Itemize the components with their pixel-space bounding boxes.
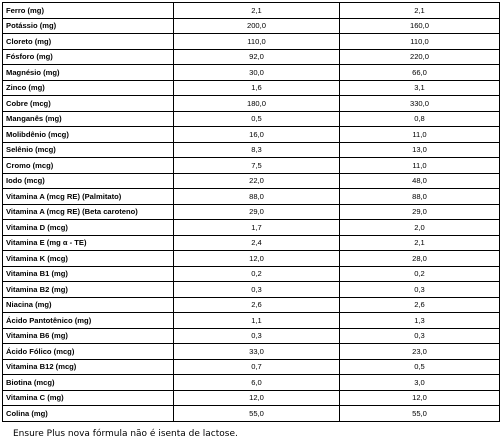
- value-cell-col2: 29,0: [340, 204, 500, 220]
- value-cell-col1: 0,3: [174, 328, 340, 344]
- nutrient-name-cell: Vitamina A (mcg RE) (Beta caroteno): [3, 204, 174, 220]
- value-cell-col2: 2,1: [340, 3, 500, 19]
- nutrient-name-cell: Magnésio (mg): [3, 65, 174, 81]
- value-cell-col1: 2,6: [174, 297, 340, 313]
- value-cell-col1: 6,0: [174, 375, 340, 391]
- value-cell-col2: 88,0: [340, 189, 500, 205]
- nutrient-name-cell: Vitamina B2 (mg): [3, 282, 174, 298]
- nutrient-name-cell: Cloreto (mg): [3, 34, 174, 50]
- table-row: [3, 406, 500, 422]
- value-cell-col1: 88,0: [174, 189, 340, 205]
- value-cell-col2: 48,0: [340, 173, 500, 189]
- nutrient-name-cell: Cobre (mcg): [3, 96, 174, 112]
- nutrient-name-cell: Vitamina B1 (mg): [3, 266, 174, 282]
- table-row: [3, 282, 500, 298]
- value-cell-col2: 11,0: [340, 127, 500, 143]
- table-row: [3, 49, 500, 65]
- nutrient-name-cell: Zinco (mg): [3, 80, 174, 96]
- nutrient-name-cell: Cromo (mcg): [3, 158, 174, 174]
- table-row: [3, 96, 500, 112]
- value-cell-col1: 110,0: [174, 34, 340, 50]
- value-cell-col2: 1,3: [340, 313, 500, 329]
- table-row: [3, 142, 500, 158]
- nutrient-name-cell: Iodo (mcg): [3, 173, 174, 189]
- value-cell-col1: 0,5: [174, 111, 340, 127]
- table-row: [3, 220, 500, 236]
- value-cell-col2: 0,5: [340, 359, 500, 375]
- nutrient-name-cell: Colina (mg): [3, 406, 174, 422]
- nutrient-name-cell: Ácido Pantotênico (mg): [3, 313, 174, 329]
- value-cell-col2: 23,0: [340, 344, 500, 360]
- value-cell-col2: 12,0: [340, 390, 500, 406]
- nutrition-table: [2, 2, 500, 422]
- value-cell-col2: 330,0: [340, 96, 500, 112]
- value-cell-col1: 1,1: [174, 313, 340, 329]
- nutrient-name-cell: Fósforo (mg): [3, 49, 174, 65]
- value-cell-col2: 11,0: [340, 158, 500, 174]
- value-cell-col2: 0,3: [340, 328, 500, 344]
- value-cell-col1: 2,4: [174, 235, 340, 251]
- table-row: [3, 127, 500, 143]
- value-cell-col2: 3,0: [340, 375, 500, 391]
- value-cell-col2: 66,0: [340, 65, 500, 81]
- nutrient-name-cell: Vitamina E (mg α - TE): [3, 235, 174, 251]
- value-cell-col1: 30,0: [174, 65, 340, 81]
- table-row: [3, 158, 500, 174]
- nutrient-name-cell: Manganês (mg): [3, 111, 174, 127]
- value-cell-col1: 0,3: [174, 282, 340, 298]
- value-cell-col1: 16,0: [174, 127, 340, 143]
- value-cell-col2: 0,3: [340, 282, 500, 298]
- value-cell-col2: 110,0: [340, 34, 500, 50]
- value-cell-col1: 180,0: [174, 96, 340, 112]
- nutrient-name-cell: Ferro (mg): [3, 3, 174, 19]
- nutrient-name-cell: Vitamina A (mcg RE) (Palmitato): [3, 189, 174, 205]
- value-cell-col1: 55,0: [174, 406, 340, 422]
- value-cell-col2: 160,0: [340, 18, 500, 34]
- table-row: [3, 235, 500, 251]
- nutrient-name-cell: Niacina (mg): [3, 297, 174, 313]
- table-row: [3, 34, 500, 50]
- table-row: [3, 328, 500, 344]
- value-cell-col1: 12,0: [174, 390, 340, 406]
- nutrient-name-cell: Vitamina B6 (mg): [3, 328, 174, 344]
- table-row: [3, 297, 500, 313]
- value-cell-col1: 2,1: [174, 3, 340, 19]
- table-row: [3, 189, 500, 205]
- value-cell-col2: 0,2: [340, 266, 500, 282]
- value-cell-col1: 1,6: [174, 80, 340, 96]
- table-row: [3, 375, 500, 391]
- value-cell-col1: 200,0: [174, 18, 340, 34]
- nutrient-name-cell: Vitamina B12 (mcg): [3, 359, 174, 375]
- table-row: [3, 390, 500, 406]
- table-row: [3, 313, 500, 329]
- value-cell-col2: 2,6: [340, 297, 500, 313]
- nutrient-name-cell: Molibdênio (mcg): [3, 127, 174, 143]
- table-row: [3, 266, 500, 282]
- value-cell-col1: 22,0: [174, 173, 340, 189]
- value-cell-col2: 28,0: [340, 251, 500, 267]
- value-cell-col2: 55,0: [340, 406, 500, 422]
- footnote: Ensure Plus nova fórmula não é isenta de lactose.: [13, 429, 238, 439]
- value-cell-col1: 12,0: [174, 251, 340, 267]
- nutrient-name-cell: Ácido Fólico (mcg): [3, 344, 174, 360]
- value-cell-col1: 7,5: [174, 158, 340, 174]
- value-cell-col1: 29,0: [174, 204, 340, 220]
- table-row: [3, 18, 500, 34]
- value-cell-col2: 13,0: [340, 142, 500, 158]
- table-row: [3, 173, 500, 189]
- value-cell-col2: 220,0: [340, 49, 500, 65]
- value-cell-col2: 2,1: [340, 235, 500, 251]
- table-row: [3, 251, 500, 267]
- table-row: [3, 204, 500, 220]
- value-cell-col1: 8,3: [174, 142, 340, 158]
- value-cell-col1: 0,2: [174, 266, 340, 282]
- table-row: [3, 3, 500, 19]
- nutrition-table-body: [3, 3, 500, 422]
- value-cell-col2: 2,0: [340, 220, 500, 236]
- value-cell-col2: 0,8: [340, 111, 500, 127]
- value-cell-col1: 0,7: [174, 359, 340, 375]
- nutrient-name-cell: Vitamina D (mcg): [3, 220, 174, 236]
- nutrient-name-cell: Biotina (mcg): [3, 375, 174, 391]
- value-cell-col2: 3,1: [340, 80, 500, 96]
- table-row: [3, 111, 500, 127]
- value-cell-col1: 33,0: [174, 344, 340, 360]
- table-row: [3, 359, 500, 375]
- table-row: [3, 80, 500, 96]
- nutrient-name-cell: Potássio (mg): [3, 18, 174, 34]
- table-row: [3, 344, 500, 360]
- table-row: [3, 65, 500, 81]
- nutrient-name-cell: Vitamina C (mg): [3, 390, 174, 406]
- value-cell-col1: 1,7: [174, 220, 340, 236]
- nutrient-name-cell: Selênio (mcg): [3, 142, 174, 158]
- nutrient-name-cell: Vitamina K (mcg): [3, 251, 174, 267]
- value-cell-col1: 92,0: [174, 49, 340, 65]
